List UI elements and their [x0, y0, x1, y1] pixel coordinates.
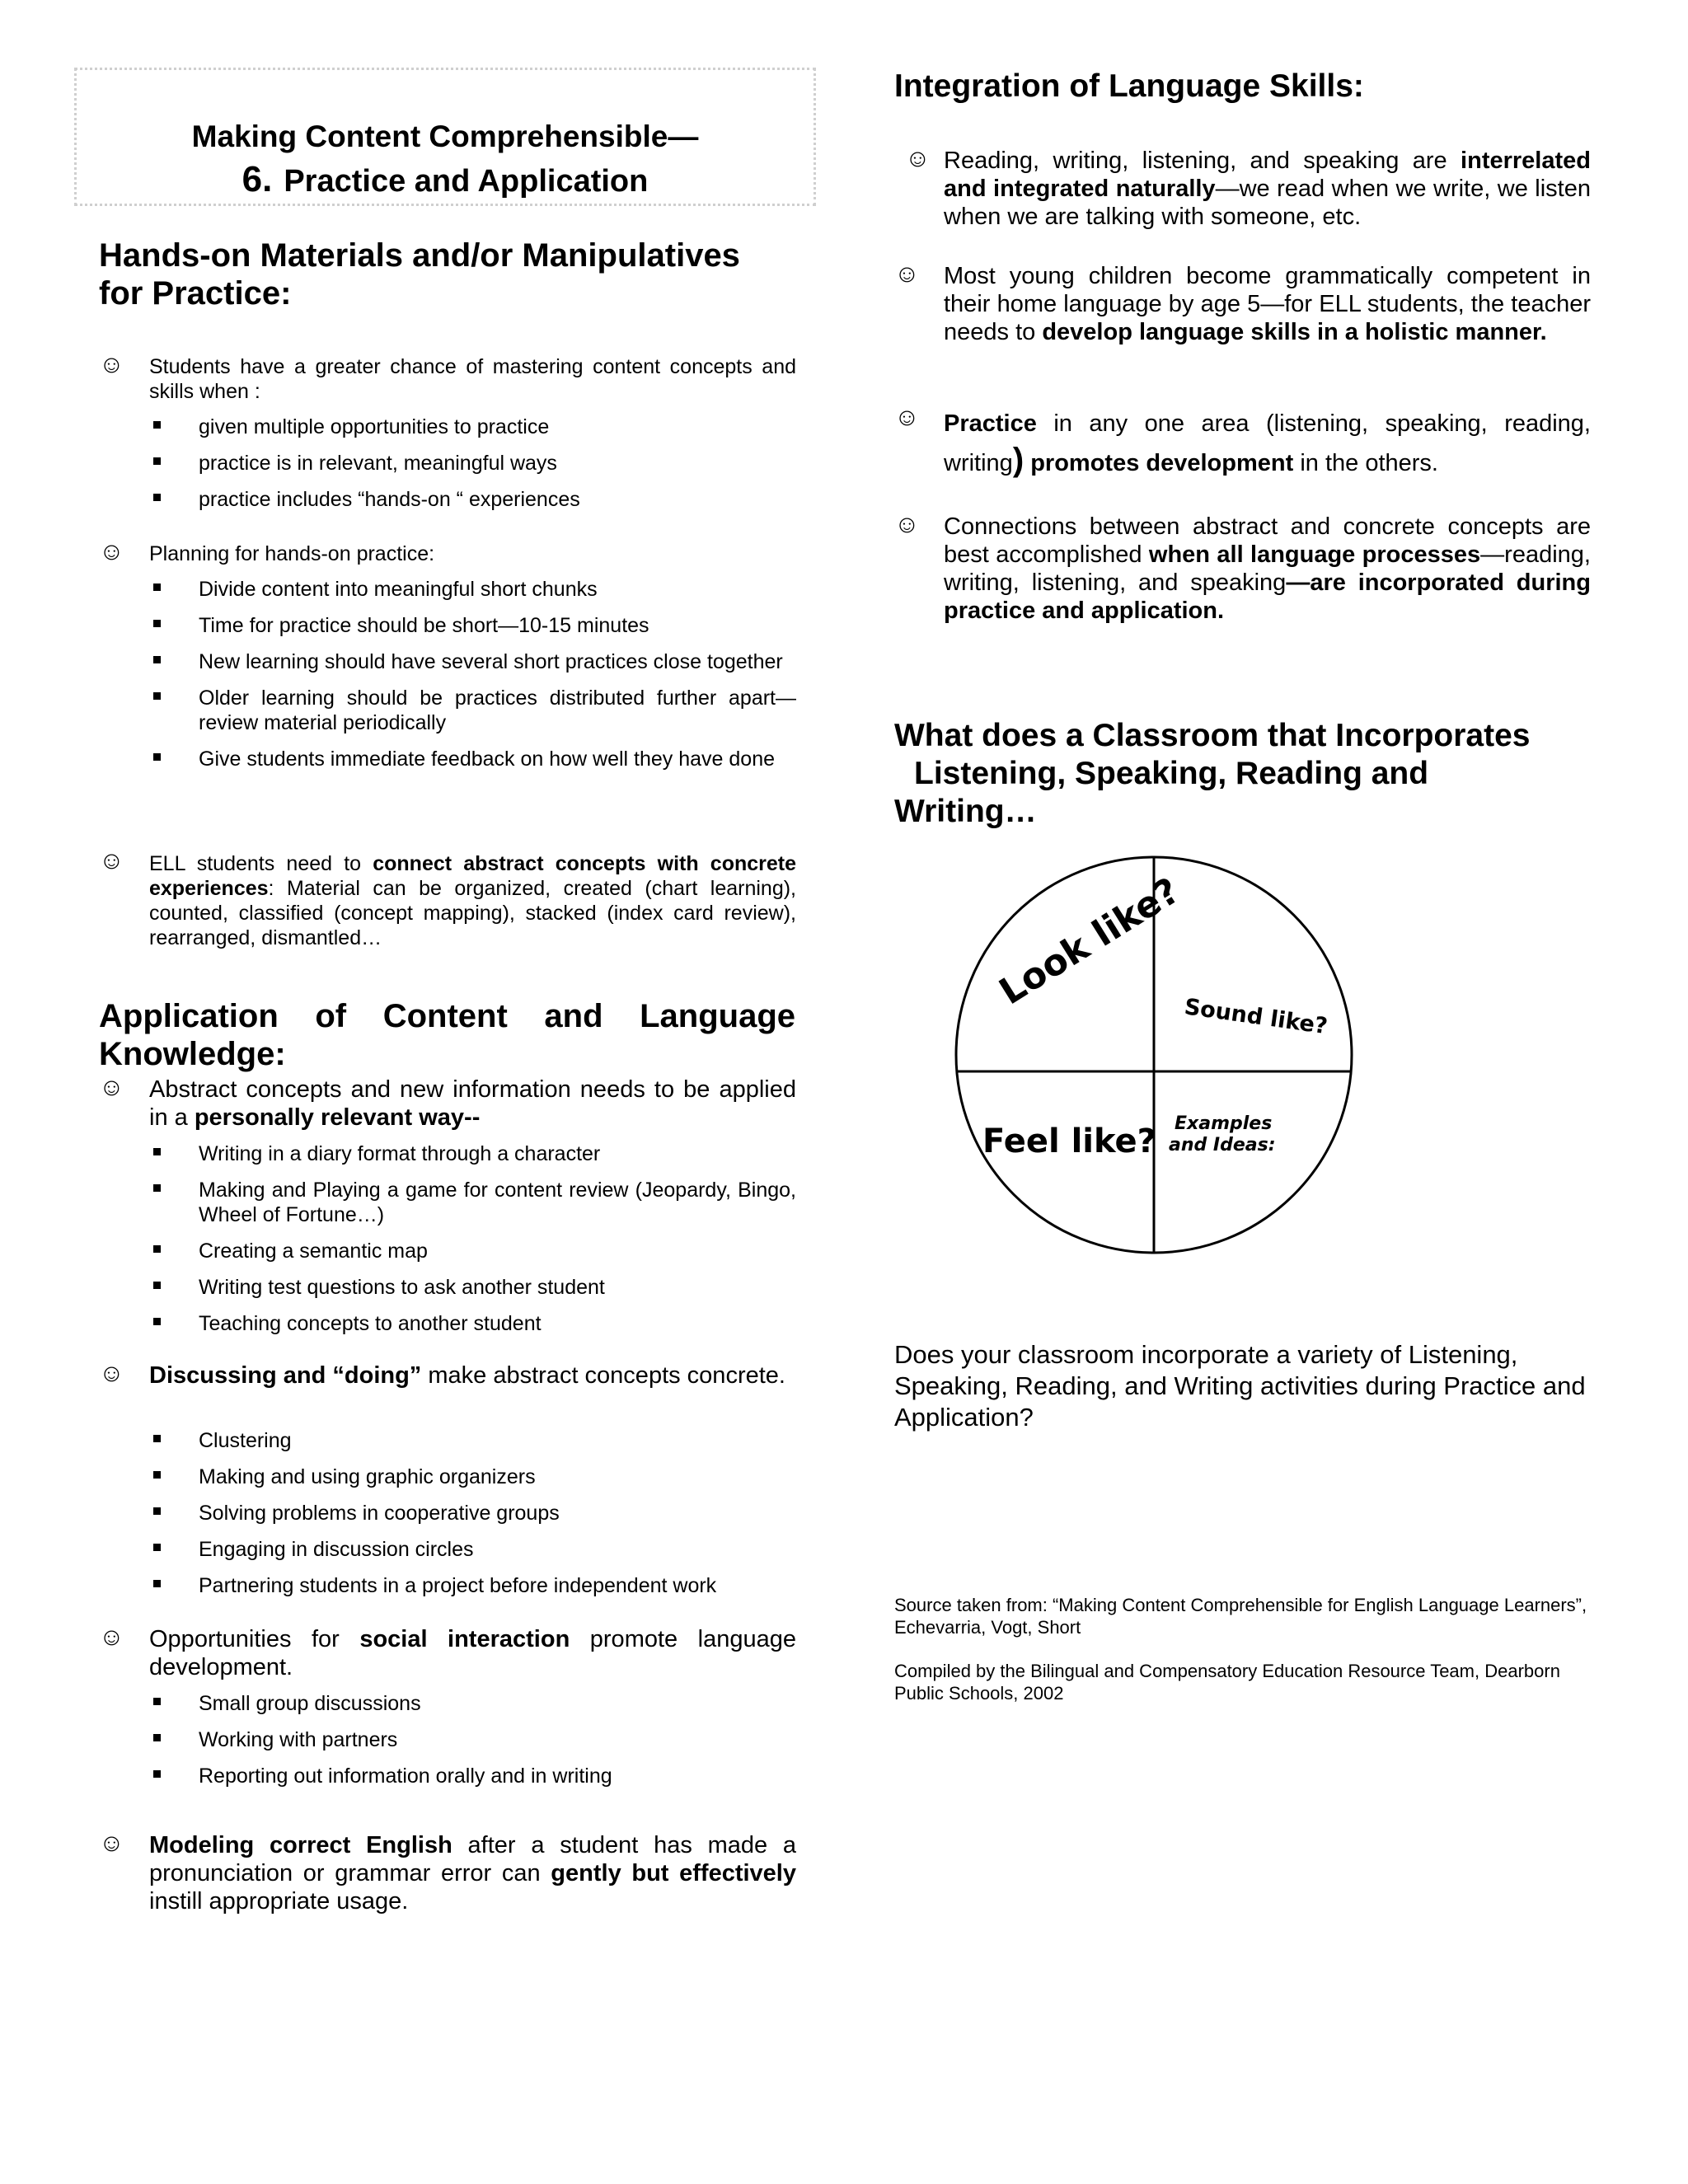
text-run: after a student has made a pronunciation or grammar error can — [149, 1832, 796, 1886]
list-item: Reporting out information orally and in writing — [149, 1764, 796, 1788]
source-note: Source taken from: “Making Content Comprehensible for English Language Learners”, Echevarria, Vogt, Short — [894, 1595, 1587, 1638]
page-title: Making Content Comprehensible— — [191, 120, 699, 153]
hands-on-list-1 — [149, 415, 796, 512]
text-run: Opportunities for — [149, 1626, 360, 1652]
text-run: Abstract concepts and new information needs to be applied in a — [149, 1076, 796, 1131]
list-item: practice is in relevant, meaningful ways — [149, 451, 796, 476]
integration-bullet-1 — [944, 147, 1591, 231]
feel-like-label: Feel like? — [982, 1122, 1156, 1160]
examples-label-line2: and Ideas: — [1169, 1135, 1276, 1155]
text-run-bold: gently but effectively — [551, 1860, 796, 1886]
hands-on-bullet-3 — [149, 851, 796, 950]
list-item: Teaching concepts to another student — [149, 1311, 796, 1336]
list-item: Divide content into meaningful short chunks — [149, 577, 796, 602]
text-run-bold: —are incorporated during practice and application. — [944, 569, 1591, 624]
text-run-bold: develop language skills in a holistic manner. — [1042, 319, 1547, 345]
application-bullet-3 — [149, 1625, 796, 1681]
hands-on-bullet-1: Students have a greater chance of mastering content concepts and skills when : — [149, 355, 796, 403]
smiley-icon: ☺ — [99, 1830, 124, 1857]
text-run-bold: connect abstract concepts with concrete experiences — [149, 852, 796, 900]
smiley-icon: ☺ — [99, 1360, 124, 1387]
text-run: ELL students need to — [149, 852, 373, 875]
smiley-icon: ☺ — [894, 404, 920, 431]
list-item: Time for practice should be short—10-15 minutes — [149, 613, 796, 638]
look-like-label: Look like? — [992, 869, 1188, 1014]
smiley-icon: ☺ — [894, 260, 920, 288]
classroom-heading-line2: Listening, Speaking, Reading and — [914, 756, 1429, 791]
smiley-icon: ☺ — [99, 847, 124, 874]
text-run-bold: promotes development — [1024, 450, 1294, 476]
title-box — [74, 68, 816, 206]
list-item: Clustering — [149, 1428, 796, 1453]
smiley-icon: ☺ — [99, 538, 124, 565]
list-item: Partnering students in a project before independent work — [149, 1573, 796, 1598]
text-run: instill appropriate usage. — [149, 1888, 409, 1915]
classroom-heading-line3: Writing… — [894, 794, 1037, 829]
smiley-icon: ☺ — [99, 1074, 124, 1101]
text-run: Reading, writing, listening, and speaking are — [944, 148, 1461, 174]
classroom-heading-line1: What does a Classroom that Incorporates — [894, 718, 1531, 753]
list-item: Engaging in discussion circles — [149, 1537, 796, 1562]
integration-heading: Integration of Language Skills: — [894, 68, 1364, 104]
integration-bullet-4 — [944, 513, 1591, 625]
hands-on-heading-line2: for Practice: — [99, 275, 292, 312]
smiley-icon: ☺ — [99, 351, 124, 378]
list-item: Writing in a diary format through a character — [149, 1141, 796, 1166]
text-run-bold: personally relevant way-- — [194, 1104, 481, 1131]
smiley-icon: ☺ — [99, 1624, 124, 1651]
application-bullet-1 — [149, 1076, 796, 1132]
list-item: Small group discussions — [149, 1691, 796, 1716]
list-item: Give students immediate feedback on how well they have done — [149, 747, 796, 771]
application-list-2 — [149, 1428, 796, 1598]
text-run: Most young children become grammatically competent in their home language by age 5—for ELL students, the teacher needs to — [944, 263, 1591, 345]
text-run: —we read when we write, we listen when we are talking with someone, etc. — [944, 176, 1591, 230]
four-quadrant-circle — [948, 849, 1360, 1261]
text-run: in the others. — [1293, 450, 1438, 476]
text-run-bold: interrelated and integrated naturally — [944, 148, 1591, 202]
list-item: practice includes “hands-on “ experiences — [149, 487, 796, 512]
list-item: Writing test questions to ask another student — [149, 1275, 796, 1300]
list-item: Working with partners — [149, 1727, 796, 1752]
text-run-bold: Practice — [944, 410, 1037, 437]
list-item: Creating a semantic map — [149, 1239, 796, 1263]
list-item: New learning should have several short practices close together — [149, 649, 796, 674]
text-run: —reading, writing, listening, and speaking — [944, 541, 1591, 596]
smiley-icon: ☺ — [894, 511, 920, 538]
smiley-icon: ☺ — [905, 145, 931, 172]
sound-like-label: Sound like? — [1183, 994, 1329, 1040]
text-run: Connections between abstract and concrete concepts are best accomplished — [944, 513, 1591, 568]
application-bullet-4 — [149, 1831, 796, 1915]
text-run-bold: Modeling correct English — [149, 1832, 452, 1858]
text-run-bold: ) — [1012, 442, 1025, 478]
section-number: 6. — [241, 159, 273, 199]
text-run-bold: Discussing and “doing” — [149, 1362, 422, 1389]
classroom-heading — [894, 717, 1636, 831]
classroom-question: Does your classroom incorporate a variety of Listening, Speaking, Reading, and Writing activities during Practice and Application? — [894, 1340, 1586, 1432]
application-list-3 — [149, 1691, 796, 1788]
text-run: : Material can be organized, created (chart learning), counted, classified (concept mapping), stacked (index card review), rearranged, dismantled… — [149, 877, 796, 949]
compiled-note: Compiled by the Bilingual and Compensatory Education Resource Team, Dearborn Public Schools, 2002 — [894, 1661, 1560, 1704]
text-run: promote language development. — [149, 1626, 796, 1680]
application-bullet-2 — [149, 1361, 796, 1390]
text-run: make abstract concepts concrete. — [421, 1362, 785, 1389]
list-item: given multiple opportunities to practice — [149, 415, 796, 439]
page-subtitle — [77, 159, 814, 200]
list-item: Making and Playing a game for content review (Jeopardy, Bingo, Wheel of Fortune…) — [149, 1178, 796, 1227]
text-run: in any one area (listening, speaking, reading, writing — [944, 410, 1591, 476]
examples-label-line1: Examples — [1175, 1113, 1273, 1134]
application-list-1 — [149, 1141, 796, 1336]
list-item: Making and using graphic organizers — [149, 1465, 796, 1489]
application-heading: Application of Content and Language Knowledge: — [99, 998, 795, 1072]
integration-bullet-2 — [944, 262, 1591, 346]
subtitle-text: Practice and Application — [284, 164, 649, 199]
integration-bullet-3 — [944, 405, 1591, 481]
hands-on-heading-line1: Hands-on Materials and/or Manipulatives — [99, 237, 740, 274]
list-item: Solving problems in cooperative groups — [149, 1501, 796, 1526]
hands-on-bullet-2: Planning for hands-on practice: — [149, 542, 435, 565]
list-item: Older learning should be practices distributed further apart—review material periodically — [149, 686, 796, 735]
text-run-bold: social interaction — [359, 1626, 570, 1652]
text-run-bold: when all language processes — [1148, 541, 1481, 568]
hands-on-heading — [99, 237, 808, 312]
hands-on-list-2 — [149, 577, 796, 771]
